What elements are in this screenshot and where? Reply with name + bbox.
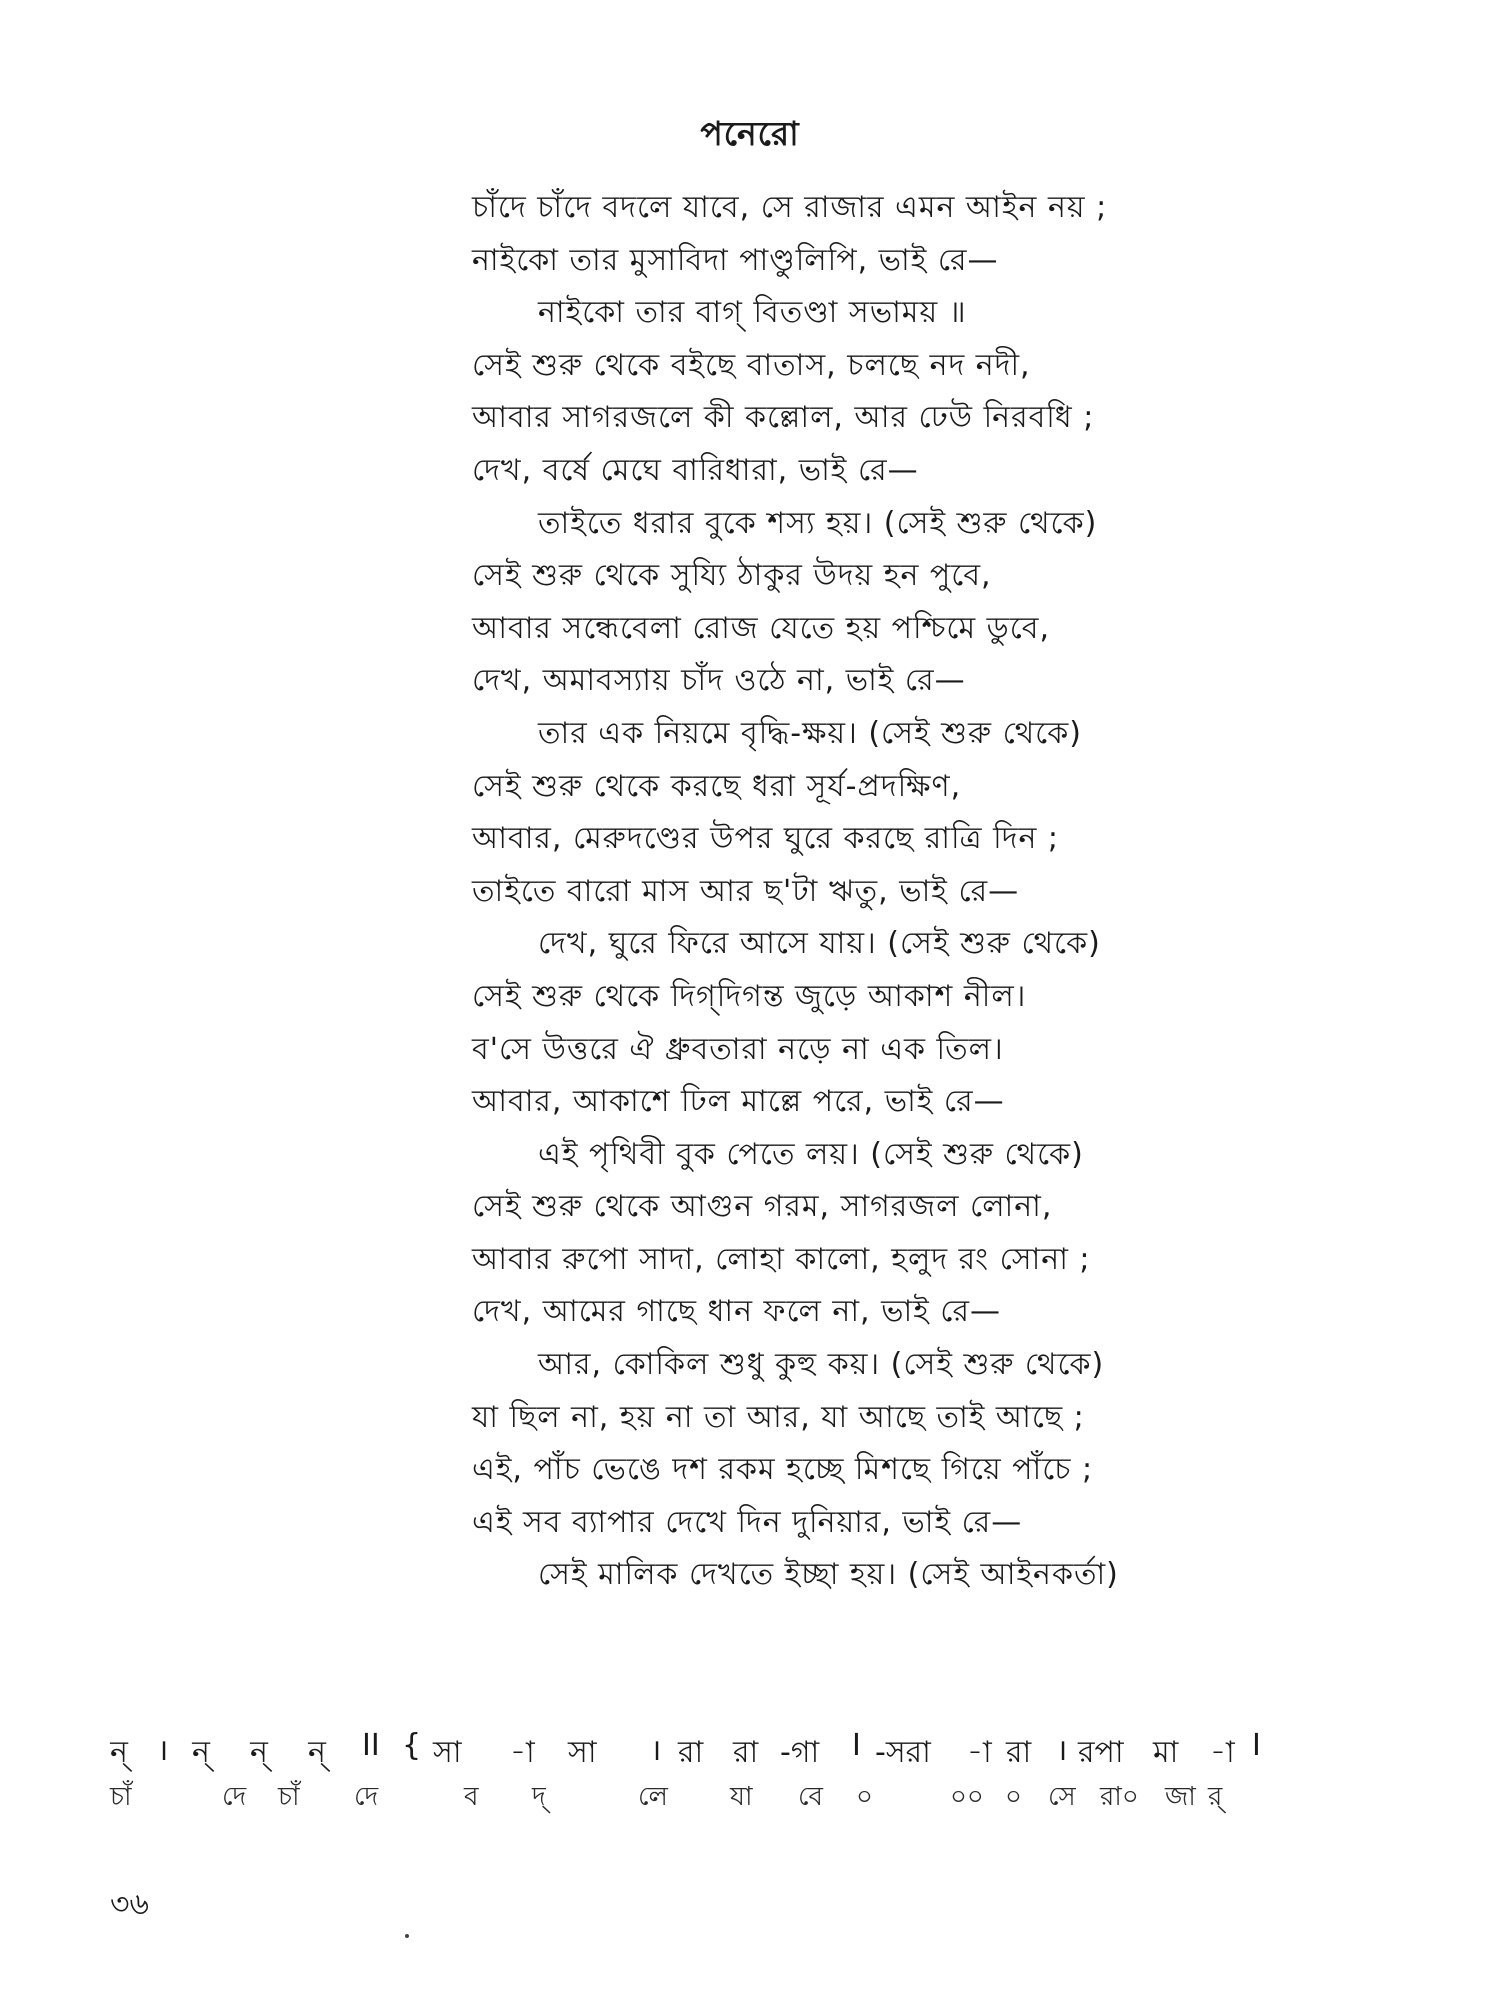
notation-swara: II xyxy=(362,1728,380,1763)
notation-lyric-syllable: সে xyxy=(1048,1782,1076,1812)
notation-swara: ন্ xyxy=(250,1735,268,1770)
poem-line: তাইতে বারো মাস আর ছ'টা ঋতু, ভাই রে— xyxy=(472,873,1020,909)
notation-swara: ন্ xyxy=(308,1735,326,1770)
notation-swara: রা xyxy=(733,1735,759,1770)
notation-swara: { xyxy=(402,1728,422,1763)
song-title: পনেরো xyxy=(700,114,800,153)
poem-line: নাইকো তার মুসাবিদা পাণ্ডুলিপি, ভাই রে— xyxy=(472,242,999,278)
notation-lyric-syllable: বে xyxy=(798,1782,824,1812)
notation-swara: -া xyxy=(510,1735,535,1770)
notation-lyrics-row xyxy=(110,1776,1440,1824)
poem-line: আবার সন্ধেবেলা রোজ যেতে হয় পশ্চিমে ডুবে, xyxy=(472,610,1051,646)
notation-swara: রা xyxy=(1006,1735,1032,1770)
notation-lyric-syllable: ০০ xyxy=(950,1782,984,1812)
notation-lyric-syllable: চাঁ xyxy=(278,1782,300,1812)
poem-line: সেই শুরু থেকে দিগ্‌দিগন্ত জুড়ে আকাশ নীল। xyxy=(472,978,1027,1014)
page-number: ৩৬ xyxy=(110,1887,150,1922)
poem-line: তাইতে ধরার বুকে শস্য হয়। (সেই শুরু থেকে) xyxy=(538,505,1098,541)
poem-line: যা ছিল না, হয় না তা আর, যা আছে তাই আছে ; xyxy=(472,1399,1085,1435)
notation-lyric-syllable: ব xyxy=(464,1782,479,1812)
poem-line: এই পৃথিবী বুক পেতে লয়। (সেই শুরু থেকে) xyxy=(538,1136,1084,1172)
notation-lyric-syllable: যা xyxy=(730,1782,753,1812)
poem-line: আবার, আকাশে ঢিল মাল্লে পরে, ভাই রে— xyxy=(472,1084,1005,1120)
notation-swara: রপা xyxy=(1078,1735,1124,1770)
notation-lyric-syllable: লে xyxy=(638,1782,668,1812)
poem-line: দেখ, ঘুরে ফিরে আসে যায়। (সেই শুরু থেকে) xyxy=(538,926,1101,962)
notation-lyric-syllable: চাঁ xyxy=(110,1782,132,1812)
notation-swara: ন্ xyxy=(192,1735,210,1770)
poem-line: দেখ, আমের গাছে ধান ফলে না, ভাই রে— xyxy=(472,1294,1001,1330)
poem-line: আর, কোকিল শুধু কুহু কয়। (সেই শুরু থেকে) xyxy=(538,1347,1105,1383)
notation-swara: রা xyxy=(678,1735,704,1770)
poem-line: সেই শুরু থেকে সুয্যি ঠাকুর উদয় হন পুবে, xyxy=(472,558,992,594)
notation-swara: ন্ xyxy=(110,1735,128,1770)
poem-line: ব'সে উত্তরে ঐ ধ্রুবতারা নড়ে না এক তিল। xyxy=(472,1031,1004,1067)
notation-swara: I xyxy=(852,1728,861,1763)
notation-lyric-syllable: দে xyxy=(354,1782,379,1812)
music-notation xyxy=(110,1728,1440,1824)
notation-swara: সা xyxy=(568,1735,597,1770)
poem-line: দেখ, বর্ষে মেঘে বারিধারা, ভাই রে— xyxy=(472,452,919,488)
notation-lyric-syllable: জা xyxy=(1165,1782,1196,1812)
scan-speck xyxy=(405,1934,409,1938)
notation-swara: । xyxy=(1056,1733,1068,1768)
poem-line: সেই মালিক দেখতে ইচ্ছা হয়। (সেই আইনকর্তা) xyxy=(538,1557,1119,1593)
notation-swara: I xyxy=(1252,1728,1261,1763)
notation-lyric-syllable: ০ xyxy=(1005,1782,1022,1812)
notation-swara: মা xyxy=(1153,1735,1179,1770)
notation-lyric-syllable: দ্ xyxy=(532,1782,546,1812)
poem-line: সেই শুরু থেকে আগুন গরম, সাগরজল লোনা, xyxy=(472,1189,1053,1225)
poem-body xyxy=(472,182,1252,1602)
poem-line: আবার রুপো সাদা, লোহা কালো, হলুদ রং সোনা ; xyxy=(472,1241,1091,1277)
notation-swara: সা xyxy=(433,1735,462,1770)
poem-line: চাঁদে চাঁদে বদলে যাবে, সে রাজার এমন আইন নয় ; xyxy=(472,190,1108,225)
notation-swara: -া xyxy=(967,1735,992,1770)
notation-swara: । xyxy=(650,1733,662,1768)
notation-swara: -গা xyxy=(780,1735,820,1770)
poem-line: আবার, মেরুদণ্ডের উপর ঘুরে করছে রাত্রি দিন ; xyxy=(472,821,1060,857)
notation-lyric-syllable: ০ xyxy=(856,1782,873,1812)
notation-lyric-syllable: রা০ xyxy=(1100,1782,1139,1812)
notation-swara: -া xyxy=(1210,1735,1235,1770)
notation-lyric-syllable: র্ xyxy=(1208,1782,1223,1812)
poem-line: এই সব ব্যাপার দেখে দিন দুনিয়ার, ভাই রে— xyxy=(472,1504,1023,1540)
notation-swara: । xyxy=(157,1733,169,1768)
poem-line: নাইকো তার বাগ্ বিতণ্ডা সভাময় ॥ xyxy=(538,295,967,331)
notation-swara-row xyxy=(110,1728,1440,1776)
notation-lyric-syllable: দে xyxy=(222,1782,247,1812)
poem-line: এই, পাঁচ ভেঙে দশ রকম হচ্ছে মিশছে গিয়ে পাঁচে ; xyxy=(472,1452,1094,1488)
notation-swara: -সরা xyxy=(875,1735,931,1770)
poem-line: তার এক নিয়মে বৃদ্ধি-ক্ষয়। (সেই শুরু থেকে) xyxy=(538,715,1082,751)
poem-line: সেই শুরু থেকে করছে ধরা সূর্য-প্রদক্ষিণ, xyxy=(472,768,962,804)
poem-line: সেই শুরু থেকে বইছে বাতাস, চলছে নদ নদী, xyxy=(472,347,1031,383)
poem-line: আবার সাগরজলে কী কল্লোল, আর ঢেউ নিরবধি ; xyxy=(472,400,1095,436)
poem-line: দেখ, অমাবস্যায় চাঁদ ওঠে না, ভাই রে— xyxy=(472,663,966,699)
